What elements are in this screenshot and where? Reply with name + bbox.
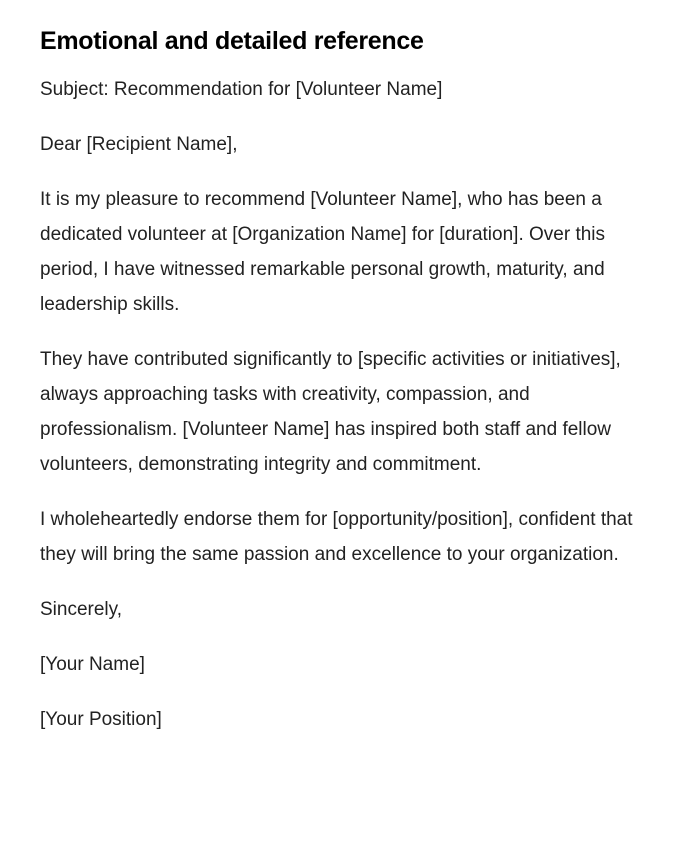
document-title: Emotional and detailed reference [40,27,424,55]
closing-line: Sincerely, [40,599,123,620]
body-paragraph-2: They have contributed significantly to [specific activities or initiatives], always approaching tasks with creativity, compassion, and professionalism. [Volunteer Name] has inspired both staff and fellow volunteers, demonstrating integrity and commitment. [40,349,621,475]
signature-position: [Your Position] [40,709,162,730]
body-paragraph-3: I wholeheartedly endorse them for [opportunity/position], confident that they will bring the same passion and excellence to your organization. [40,509,633,565]
body-paragraph-1: It is my pleasure to recommend [Volunteer Name], who has been a dedicated volunteer at [Organization Name] for [duration]. Over this period, I have witnessed remarkable personal growth, maturity, and leadership skills. [40,189,606,315]
subject-line: Subject: Recommendation for [Volunteer Name] [40,79,443,100]
signature-name: [Your Name] [40,654,145,675]
greeting-line: Dear [Recipient Name], [40,134,238,155]
